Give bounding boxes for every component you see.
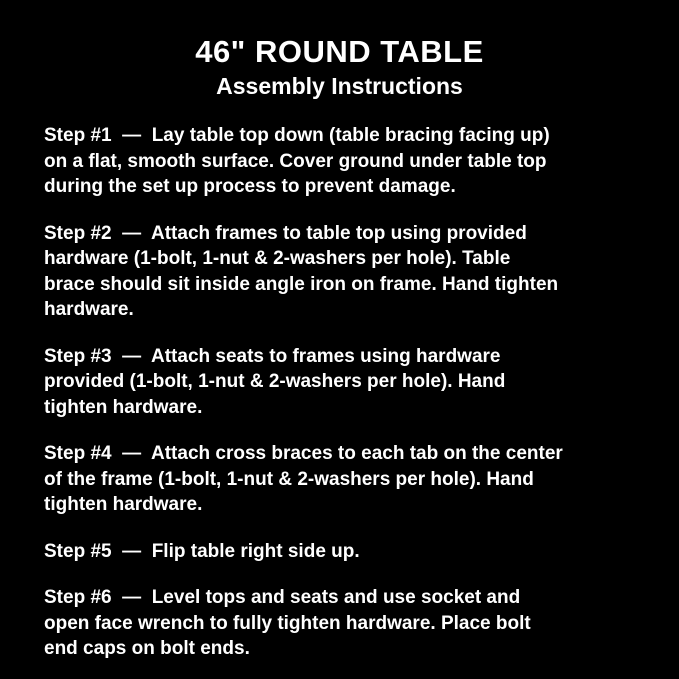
step-2-text: Step #2 — Attach frames to table top using provided hardware (1-bolt, 1-nut & 2-washers per hole). Table brace should sit inside angle iron on frame. Hand tighten hardware. <box>44 222 559 320</box>
step-6-text: Step #6 — Level tops and seats and use socket and open face wrench to fully tighten hardware. Place bolt end caps on bolt ends. <box>44 587 531 659</box>
step-5-text: Step #5 — Flip table right side up. <box>44 540 360 562</box>
steps-list <box>0 123 679 662</box>
header <box>0 34 679 100</box>
page-title: 46" ROUND TABLE <box>195 34 484 69</box>
page-subtitle: Assembly Instructions <box>216 73 463 99</box>
step-1-text: Step #1 — Lay table top down (table bracing facing up) on a flat, smooth surface. Cover ground under table top during the set up process to prevent damage. <box>44 125 550 197</box>
step-4-text: Step #4 — Attach cross braces to each tab on the center of the frame (1-bolt, 1-nut & 2-washers per hole). Hand tighten hardware. <box>44 443 563 515</box>
step-3-text: Step #3 — Attach seats to frames using hardware provided (1-bolt, 1-nut & 2-washers per hole). Hand tighten hardware. <box>44 345 506 418</box>
